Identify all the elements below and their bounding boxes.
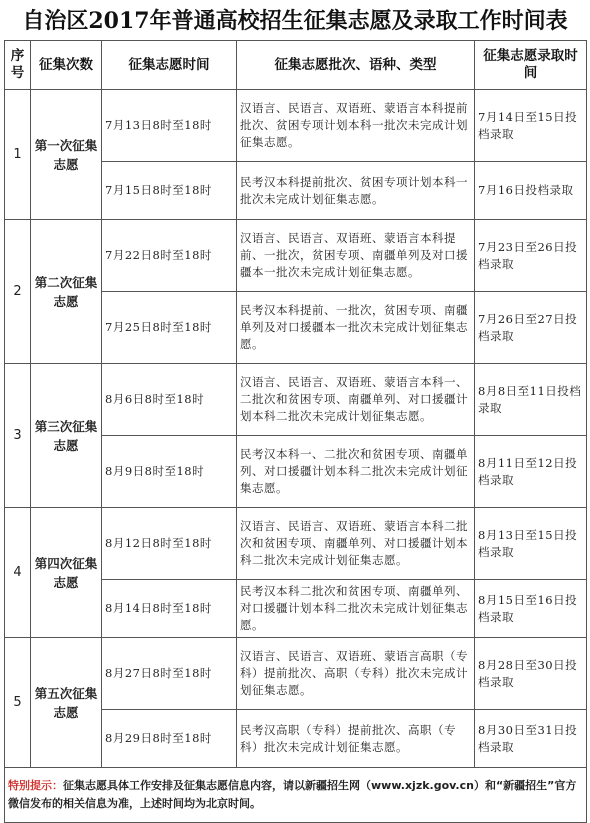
apply-time: 7月15日8时至18时 [102,162,237,220]
batch-description: 民考汉高职（专科）提前批次、高职（专科）批次未完成计划征集志愿。 [237,710,475,768]
header-round: 征集次数 [31,41,102,90]
schedule-table [4,40,587,823]
apply-time: 8月12日8时至18时 [102,508,237,580]
table-row [5,638,587,710]
admit-time: 8月13日至15日投档录取 [475,508,587,580]
round-name: 第二次征集志愿 [31,220,102,364]
round-name: 第三次征集志愿 [31,364,102,508]
special-note [5,768,587,823]
note-row [5,768,587,823]
table-row [5,364,587,436]
admit-time: 8月15日至16日投档录取 [475,580,587,638]
batch-description: 民考汉本科提前、一批次，贫困专项、南疆单列及对口援疆本一批次未完成计划征集志愿。 [237,292,475,364]
admit-time: 7月23日至26日投档录取 [475,220,587,292]
table-row [5,220,587,292]
table-row [5,508,587,580]
admit-time: 8月28日至30日投档录取 [475,638,587,710]
round-name: 第五次征集志愿 [31,638,102,768]
batch-description: 民考汉本科二批次和贫困专项、南疆单列、对口援疆计划本科二批次未完成计划征集志愿。 [237,580,475,638]
apply-time: 8月27日8时至18时 [102,638,237,710]
note-label: 特别提示： [8,779,63,792]
batch-description: 民考汉本科提前批次、贫困专项计划本科一批次未完成计划征集志愿。 [237,162,475,220]
apply-time: 8月29日8时至18时 [102,710,237,768]
admit-time: 7月26日至27日投档录取 [475,292,587,364]
round-name: 第四次征集志愿 [31,508,102,638]
apply-time: 8月9日8时至18时 [102,436,237,508]
header-time: 征集志愿时间 [102,41,237,90]
round-number: 1 [5,90,31,220]
admit-time: 7月14日至15日投档录取 [475,90,587,162]
batch-description: 汉语言、民语言、双语班、蒙语言本科提前、一批次，贫困专项、南疆单列及对口援疆本一批次未完成计划征集志愿。 [237,220,475,292]
header-batch: 征集志愿批次、语种、类型 [237,41,475,90]
admit-time: 8月11日至12日投档录取 [475,436,587,508]
header-admit: 征集志愿录取时间 [475,41,587,90]
note-text: 征集志愿具体工作安排及征集志愿信息内容，请以新疆招生网（www.xjzk.gov.cn）和“新疆招生”官方微信发布的相关信息为准，上述时间均为北京时间。 [8,779,577,810]
apply-time: 8月14日8时至18时 [102,580,237,638]
table-row [5,90,587,162]
header-row [5,41,587,90]
apply-time: 7月22日8时至18时 [102,220,237,292]
round-number: 3 [5,364,31,508]
round-number: 4 [5,508,31,638]
apply-time: 8月6日8时至18时 [102,364,237,436]
batch-description: 汉语言、民语言、双语班、蒙语言本科一、二批次和贫困专项、南疆单列、对口援疆计划本科二批次未完成计划征集志愿。 [237,364,475,436]
admit-time: 7月16日投档录取 [475,162,587,220]
apply-time: 7月13日8时至18时 [102,90,237,162]
round-name: 第一次征集志愿 [31,90,102,220]
apply-time: 7月25日8时至18时 [102,292,237,364]
batch-description: 汉语言、民语言、双语班、蒙语言本科提前批次、贫困专项计划本科一批次未完成计划征集志愿。 [237,90,475,162]
page-title: 自治区2017年普通高校招生征集志愿及录取工作时间表 [22,8,568,34]
batch-description: 汉语言、民语言、双语班、蒙语言本科二批次和贫困专项、南疆单列、对口援疆计划本科二批次未完成计划征集志愿。 [237,508,475,580]
batch-description: 民考汉本科一、二批次和贫困专项、南疆单列、对口援疆计划本科二批次未完成计划征集志愿。 [237,436,475,508]
round-number: 5 [5,638,31,768]
header-no: 序号 [5,41,31,90]
batch-description: 汉语言、民语言、双语班、蒙语言高职（专科）提前批次、高职（专科）批次未完成计划征集志愿。 [237,638,475,710]
round-number: 2 [5,220,31,364]
admit-time: 8月30日至31日投档录取 [475,710,587,768]
admit-time: 8月8日至11日投档录取 [475,364,587,436]
